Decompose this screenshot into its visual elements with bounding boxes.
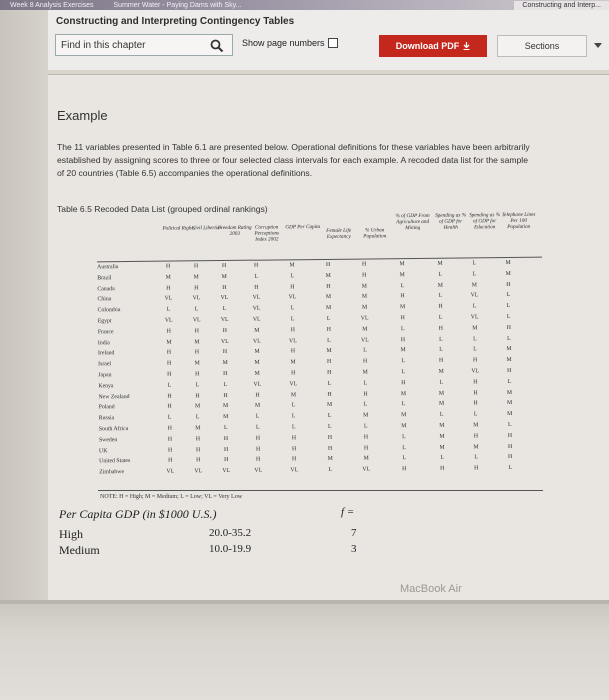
table-cell: M — [254, 359, 260, 366]
table-cell: L — [290, 305, 295, 312]
table-cell: H — [223, 392, 228, 399]
table-cell: L — [290, 273, 295, 280]
table-column-header: % of GDP From Agriculture and Mining — [395, 212, 430, 232]
table-cell: M — [362, 326, 368, 333]
table-cell: H — [401, 379, 406, 386]
table-cell: L — [195, 382, 200, 389]
table-cell: L — [363, 380, 368, 387]
browser-tab-strip — [0, 0, 609, 10]
table-cell: H — [167, 360, 172, 367]
table-cell: M — [439, 444, 445, 451]
frequency-header: f = — [341, 506, 355, 518]
table-cell: M — [362, 369, 368, 376]
table-cell: H — [167, 403, 172, 410]
table-note: NOTE: H = High; M = Medium; L = Low; VL = Very Low — [100, 494, 243, 500]
table-cell: H — [223, 446, 229, 453]
table-cell: H — [253, 262, 259, 269]
table-cell: H — [166, 349, 172, 356]
table-cell: H — [291, 370, 296, 377]
table-cell: L — [506, 292, 511, 299]
table-cell: VL — [164, 295, 173, 303]
table-cell: M — [506, 400, 513, 407]
table-cell: H — [193, 263, 199, 270]
table-column-header: Spending as % of GDP for Education — [469, 212, 501, 231]
table-cell: M — [439, 422, 445, 429]
table-rule — [98, 490, 543, 491]
table-cell: L — [401, 401, 406, 408]
table-cell: M — [290, 359, 296, 366]
table-cell: L — [438, 314, 443, 321]
table-cell: L — [439, 336, 443, 343]
table-cell: L — [327, 337, 331, 344]
table-cell: L — [401, 369, 406, 376]
table-cell: H — [223, 435, 229, 442]
table-cell: M — [399, 304, 406, 311]
table-cell: H — [291, 445, 297, 452]
table-cell: L — [402, 455, 406, 462]
table-cell: L — [290, 316, 295, 323]
table-column-header: GDP Per Capita — [285, 223, 321, 231]
table-cell: M — [327, 456, 333, 463]
table-cell: H — [167, 447, 173, 454]
table-cell: H — [195, 392, 200, 399]
recoded-data-table — [97, 208, 545, 493]
table-cell: H — [438, 303, 443, 310]
country-name: Ireland — [97, 350, 115, 357]
table-cell: H — [508, 454, 513, 461]
table-cell: H — [506, 281, 511, 288]
gdp-row-range: 10.0-19.9 — [209, 543, 252, 555]
download-icon — [463, 42, 470, 50]
table-cell: H — [290, 348, 296, 355]
table-cell: L — [291, 402, 296, 409]
table-cell: VL — [470, 292, 479, 299]
table-cell: H — [291, 435, 297, 442]
table-cell: VL — [220, 316, 229, 324]
table-cell: L — [194, 306, 199, 313]
country-name: Israel — [98, 361, 112, 368]
table-cell: M — [254, 403, 261, 410]
table-cell: M — [438, 368, 444, 375]
table-cell: L — [473, 335, 477, 342]
table-column-headers — [97, 208, 542, 263]
table-cell: H — [167, 436, 173, 443]
table-cell: VL — [470, 314, 479, 321]
table-cell: H — [363, 358, 368, 365]
table-cell: H — [254, 284, 259, 291]
table-cell: L — [363, 347, 367, 354]
table-cell: H — [506, 324, 511, 331]
table-cell: VL — [471, 368, 480, 375]
table-column-header: Corruption Perceptions Index 2002 — [254, 224, 280, 243]
table-cell: M — [195, 425, 201, 432]
table-cell: H — [223, 370, 228, 378]
table-cell: L — [167, 382, 172, 389]
laptop-bezel — [0, 604, 609, 700]
show-page-numbers-label: Show page numbers — [242, 38, 325, 48]
table-cell: M — [505, 270, 511, 277]
country-name: France — [97, 328, 114, 336]
table-cell: H — [256, 457, 261, 464]
gdp-row-label: Medium — [59, 543, 100, 557]
section-heading: Example — [57, 108, 108, 123]
table-cell: L — [222, 306, 227, 313]
table-cell: M — [438, 390, 445, 397]
table-cell: L — [363, 401, 368, 408]
table-cell: H — [255, 392, 260, 399]
table-cell: L — [507, 378, 512, 385]
table-cell: M — [506, 357, 512, 364]
table-cell: VL — [164, 317, 173, 324]
table-cell: H — [195, 446, 201, 453]
table-cell: H — [473, 379, 478, 386]
table-cell: M — [222, 360, 228, 367]
table-cell: L — [255, 424, 260, 431]
table-cell: L — [327, 413, 332, 420]
document-title: Constructing and Interpreting Contingency Tables — [56, 16, 295, 27]
table-cell: M — [399, 271, 405, 278]
table-cell: L — [291, 424, 296, 431]
country-name: Kenya — [98, 382, 114, 390]
table-cell: H — [362, 272, 367, 279]
table-cell: M — [400, 347, 406, 354]
table-cell: VL — [360, 315, 369, 322]
gdp-title — [59, 505, 216, 523]
country-name: Poland — [98, 404, 115, 411]
table-cell: L — [439, 347, 443, 354]
table-cell: H — [222, 349, 228, 356]
table-cell: M — [506, 389, 513, 396]
table-cell: M — [221, 273, 227, 280]
country-name: Australia — [97, 264, 119, 271]
country-name: United States — [99, 458, 131, 465]
table-cell: L — [363, 423, 368, 430]
table-cell: M — [325, 294, 332, 301]
country-name: New Zealand — [98, 393, 130, 400]
table-cell: H — [327, 391, 332, 398]
table-cell: VL — [290, 467, 299, 474]
gdp-row-range: 20.0-35.2 — [209, 527, 252, 539]
table-cell: H — [290, 327, 295, 334]
table-cell: H — [165, 263, 171, 270]
table-column-header: Spending as % of GDP for Health — [435, 212, 467, 231]
download-pdf-button[interactable] — [379, 35, 487, 57]
table-cell: VL — [222, 468, 231, 475]
table-cell: H — [325, 261, 331, 268]
table-cell: H — [224, 457, 229, 464]
table-cell: L — [400, 325, 405, 332]
table-cell: VL — [194, 468, 203, 475]
download-pdf-label: Download PDF — [395, 41, 460, 51]
table-cell: L — [166, 306, 171, 313]
table-cell: L — [438, 293, 443, 300]
table-cell: M — [473, 422, 479, 429]
table-cell: H — [196, 457, 201, 464]
table-cell: H — [195, 371, 200, 378]
table-cell: H — [472, 357, 478, 364]
chevron-down-icon[interactable] — [594, 43, 602, 49]
gdp-title-text: Per Capita GDP (in $1000 U.S.) — [59, 507, 217, 521]
table-cell: L — [326, 315, 331, 322]
table-cell: M — [194, 360, 200, 367]
table-cell: M — [325, 305, 332, 312]
gdp-row-label: High — [59, 527, 83, 541]
table-cell: VL — [288, 294, 297, 301]
table-cell: M — [472, 325, 478, 332]
gdp-row-frequency: 7 — [351, 527, 357, 539]
table-cell: VL — [253, 381, 262, 388]
table-cell: H — [363, 445, 369, 452]
table-cell: L — [402, 433, 406, 440]
table-cell: L — [438, 271, 443, 278]
table-cell: L — [506, 303, 511, 310]
table-cell: L — [402, 444, 406, 451]
country-name: UK — [99, 447, 108, 454]
sections-button[interactable]: Sections — [497, 35, 587, 57]
table-cell: M — [438, 401, 445, 408]
table-cell: H — [473, 433, 479, 440]
table-cell: VL — [288, 337, 297, 344]
table-cell: M — [325, 272, 331, 279]
table-cell: L — [223, 381, 228, 388]
table-cell: M — [473, 443, 479, 450]
table-cell: M — [471, 281, 477, 289]
photo-background-left — [0, 10, 48, 606]
table-cell: H — [195, 436, 201, 443]
table-cell: M — [401, 412, 407, 419]
search-input[interactable] — [61, 40, 201, 51]
table-column-header: Female Life Expectancy — [326, 227, 352, 240]
table-cell: H — [168, 457, 173, 464]
table-cell: VL — [220, 295, 229, 302]
table-cell: M — [437, 260, 443, 267]
table-cell: M — [439, 433, 445, 440]
table-cell: H — [400, 336, 406, 343]
table-cell: M — [289, 262, 295, 269]
search-icon[interactable] — [210, 39, 224, 53]
device-brand-label: MacBook Air — [400, 583, 462, 595]
table-cell: M — [222, 403, 229, 410]
table-cell: L — [472, 260, 476, 267]
table-cell: M — [363, 455, 369, 462]
table-cell: H — [400, 315, 405, 322]
browser-tab[interactable]: Week 8 Analysis Exercises — [10, 1, 94, 9]
table-cell: H — [438, 325, 443, 332]
country-name: China — [97, 296, 112, 303]
table-cell: L — [506, 314, 511, 321]
table-cell: H — [363, 434, 369, 441]
table-cell: M — [361, 304, 368, 311]
table-cell: VL — [289, 381, 298, 388]
country-name: South Africa — [98, 426, 129, 433]
table-cell: H — [473, 389, 478, 396]
browser-tab[interactable]: Summer Water - Paying Dams with Sky... — [113, 1, 242, 9]
table-cell: H — [167, 425, 172, 432]
table-cell: M — [254, 370, 260, 377]
table-cell: H — [326, 326, 331, 333]
table-cell: H — [473, 400, 478, 407]
table-caption: Table 6.5 Recoded Data List (grouped ordinal rankings) — [57, 204, 268, 214]
body-paragraph: The 11 variables presented in Table 6.1 are presented below. Operational definitions for these variables have been arbitrarily established by assigning scores to three or four selected class intervals for each example. A recoded data list for the sample of 20 countries (Table 6.5) accompanies the operational definitions. — [57, 142, 530, 178]
table-cell: H — [507, 368, 512, 375]
country-name: Russia — [98, 415, 115, 422]
country-name: Zimbabwe — [99, 469, 125, 476]
table-cell: L — [440, 455, 444, 462]
country-name: Japan — [98, 372, 112, 379]
table-cell: VL — [254, 467, 263, 474]
table-cell: M — [399, 261, 405, 268]
table-cell: VL — [252, 305, 261, 312]
table-cell: M — [326, 402, 333, 409]
table-cell: M — [290, 391, 297, 398]
table-cell: VL — [166, 468, 175, 475]
table-cell: L — [255, 413, 260, 420]
table-cell: H — [400, 293, 405, 300]
table-cell: L — [508, 465, 513, 472]
table-cell: L — [472, 271, 477, 278]
table-cell: L — [327, 380, 332, 387]
table-cell: L — [195, 414, 200, 421]
table-cell: H — [194, 328, 199, 335]
table-cell: M — [361, 283, 367, 290]
country-name: Canada — [97, 285, 115, 292]
table-cell: H — [221, 262, 227, 270]
table-cell: H — [361, 261, 367, 268]
table-cell: L — [400, 282, 405, 289]
table-cell: L — [254, 273, 259, 280]
table-cell: M — [223, 414, 229, 421]
browser-tab-active[interactable]: Constructing and Interp... — [514, 1, 609, 10]
table-cell: H — [167, 371, 172, 378]
table-cell: H — [255, 435, 261, 442]
table-cell: H — [402, 466, 407, 473]
table-cell: M — [165, 274, 171, 281]
country-name: Sweden — [98, 436, 118, 444]
table-cell: H — [507, 443, 513, 450]
table-cell: L — [401, 358, 405, 365]
table-cell: L — [474, 454, 478, 461]
table-cell: M — [363, 412, 369, 419]
table-cell: H — [507, 432, 513, 439]
table-cell: H — [222, 284, 227, 291]
table-cell: M — [507, 411, 513, 418]
table-cell: VL — [192, 317, 201, 324]
table-cell: L — [223, 424, 228, 432]
table-cell: M — [400, 390, 407, 397]
country-name: Brazil — [97, 274, 112, 282]
country-name: India — [97, 339, 110, 346]
table-cell: H — [438, 357, 444, 364]
table-cell: H — [327, 369, 332, 376]
show-page-numbers-checkbox[interactable] — [328, 38, 338, 48]
table-column-header: Freedom Rating 2003 — [217, 224, 252, 237]
table-cell: L — [472, 303, 477, 310]
table-cell: L — [167, 414, 172, 421]
table-cell: VL — [362, 466, 371, 473]
find-in-chapter-box[interactable] — [55, 34, 233, 56]
table-cell: M — [254, 327, 260, 334]
table-cell: VL — [252, 338, 261, 345]
table-cell: L — [473, 411, 478, 418]
table-cell: H — [363, 391, 368, 398]
table-column-header: Civil Liberties — [191, 225, 222, 232]
table-cell: H — [166, 328, 171, 335]
table-cell: H — [440, 465, 445, 472]
table-cell: M — [401, 423, 407, 430]
table-cell: H — [474, 465, 479, 472]
table-cell: VL — [252, 316, 261, 323]
table-cell: L — [291, 413, 296, 420]
table-cell: VL — [360, 337, 369, 344]
table-column-header: % Urban Population — [363, 227, 387, 240]
table-cell: M — [193, 274, 199, 281]
table-cell: L — [473, 346, 477, 353]
table-cell: H — [292, 456, 297, 463]
table-cell: H — [290, 283, 295, 290]
table-cell: M — [166, 339, 172, 346]
table-cell: VL — [252, 295, 261, 302]
table-cell: H — [194, 349, 200, 356]
table-cell: H — [166, 285, 171, 292]
table-cell: VL — [221, 338, 229, 345]
table-cell: H — [194, 284, 199, 291]
show-page-numbers-toggle[interactable] — [242, 38, 338, 48]
gdp-row-frequency: 3 — [351, 543, 357, 555]
country-name: Colombia — [97, 307, 121, 314]
table-cell: H — [255, 446, 261, 453]
table-cell: M — [437, 282, 443, 289]
table-cell: H — [327, 434, 333, 441]
table-cell: H — [327, 445, 333, 452]
table-cell: L — [507, 422, 512, 429]
table-cell: M — [506, 346, 512, 353]
table-cell: L — [439, 379, 444, 386]
table-cell: M — [194, 338, 200, 345]
table-cell: H — [326, 283, 331, 290]
table-cell: M — [505, 260, 511, 267]
table-cell: H — [327, 359, 332, 366]
country-name: Egypt — [97, 318, 112, 325]
table-cell: L — [327, 423, 332, 430]
table-cell: M — [194, 403, 201, 410]
table-cell: M — [361, 293, 368, 300]
table-cell: H — [222, 327, 227, 334]
table-cell: H — [167, 393, 172, 400]
table-cell: M — [254, 349, 260, 356]
table-cell: L — [328, 467, 333, 474]
table-cell: VL — [192, 295, 201, 302]
table-cell: L — [439, 411, 444, 418]
table-cell: L — [507, 335, 511, 342]
table-column-header: Telephone Lines Per 100 Population — [501, 211, 536, 231]
table-cell: M — [326, 348, 332, 355]
table-column-header: Political Rights — [162, 225, 195, 232]
